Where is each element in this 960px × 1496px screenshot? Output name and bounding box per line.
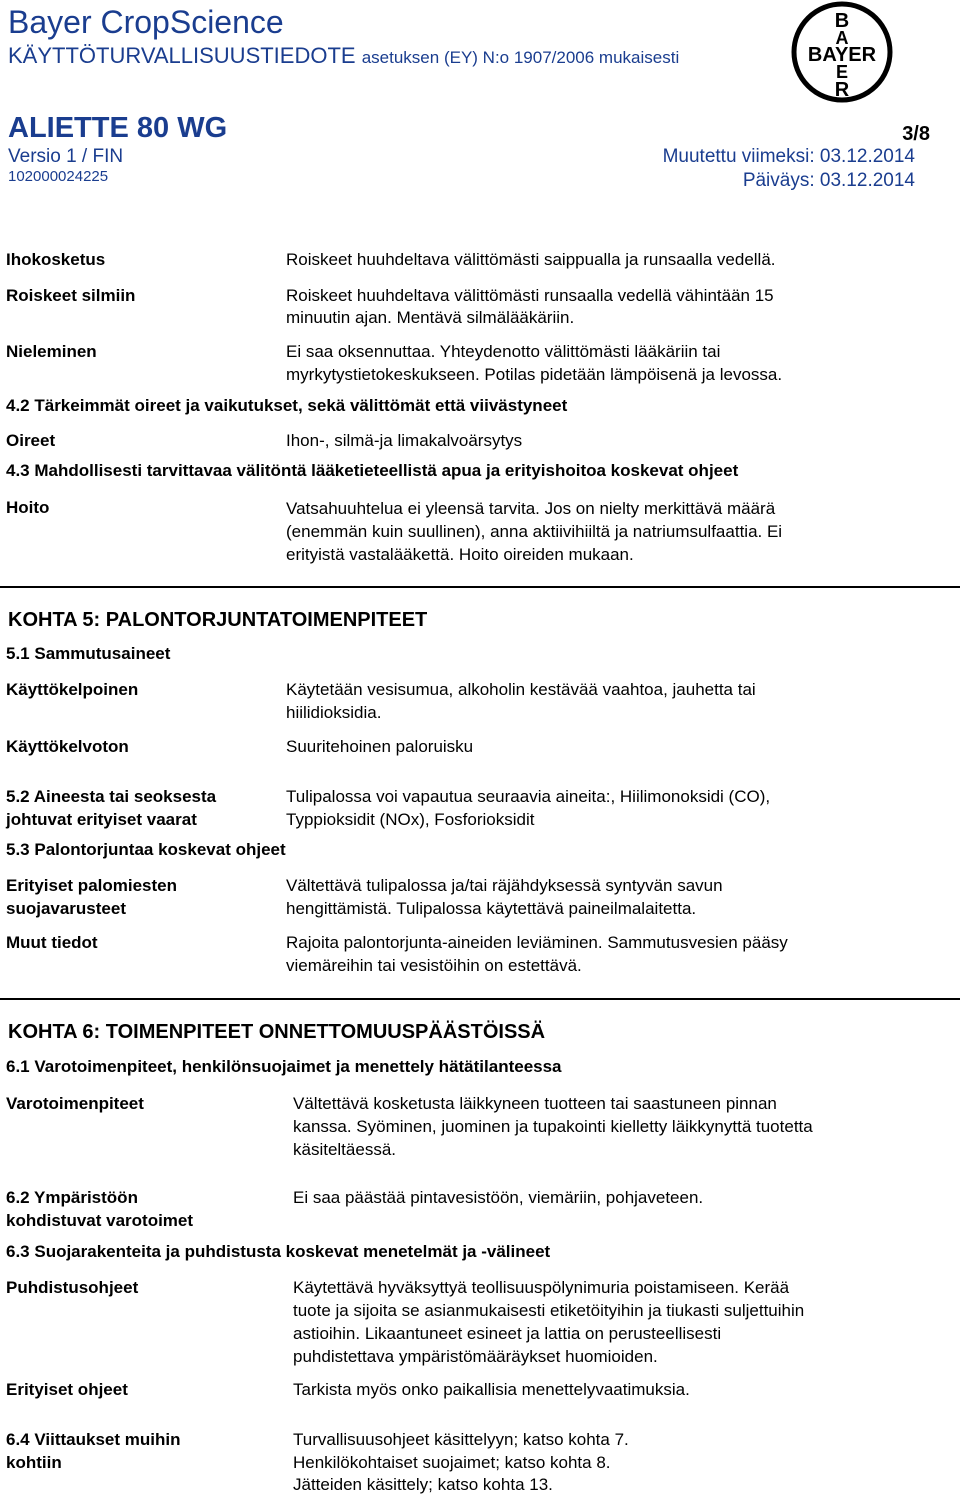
environmental-precautions-label-2: kohdistuvat varotoimet (6, 1211, 194, 1230)
precautions-text-1: Vältettävä kosketusta läikkyneen tuotteen tai saastuneen pinnan (293, 1094, 777, 1113)
suitable-media-label: Käyttökelpoinen (6, 680, 139, 699)
special-hazards-label-1: 5.2 Aineesta tai seoksesta (6, 787, 217, 806)
firefighter-ppe-label-2: suojavarusteet (6, 899, 126, 918)
special-hazards-text-2: Typpioksidit (NOx), Fosforioksidit (286, 810, 535, 829)
special-hazards-label-2: johtuvat erityiset vaarat (6, 810, 197, 829)
section-6-title: KOHTA 6: TOIMENPITEET ONNETTOMUUSPÄÄSTÖISSÄ (8, 1021, 546, 1043)
modified-date: Muutettu viimeksi: 03.12.2014 (662, 146, 915, 167)
product-name: ALIETTE 80 WG (8, 112, 228, 144)
firefighter-ppe-text-2: hengittämistä. Tulipalossa käytettävä paineilmalaitetta. (286, 899, 697, 918)
references-text-3: Jätteiden käsittely; katso kohta 13. (293, 1475, 553, 1494)
special-instructions-label: Erityiset ohjeet (6, 1380, 128, 1399)
logo-letter-b: B (834, 10, 850, 32)
document-number: 102000024225 (8, 168, 109, 185)
references-label-2: kohtiin (6, 1453, 62, 1472)
subsection-6-3: 6.3 Suojarakenteita ja puhdistusta koskevat menetelmät ja -välineet (6, 1242, 551, 1261)
precautions-label: Varotoimenpiteet (6, 1094, 144, 1113)
page-number: 3/8 (902, 123, 930, 145)
document-type-title: KÄYTTÖTURVALLISUUSTIEDOTE (8, 43, 356, 68)
regulation-reference: asetuksen (EY) N:o 1907/2006 mukaisesti (361, 48, 680, 67)
skin-contact-label: Ihokosketus (6, 250, 106, 269)
section-divider (0, 586, 960, 588)
firefighter-ppe-text-1: Vältettävä tulipalossa ja/tai räjähdyksessä syntyvän savun (286, 876, 723, 895)
special-instructions-text: Tarkista myös onko paikallisia menettelyvaatimuksia. (293, 1380, 690, 1399)
section-divider (0, 998, 960, 1000)
precautions-text-3: käsiteltäessä. (293, 1140, 396, 1159)
treatment-label: Hoito (6, 498, 50, 517)
logo-letter-e: E (835, 62, 849, 82)
cleanup-text-2: tuote ja sijoita se asianmukaisesti etiketöityihin ja tiukasti suljettuihin (293, 1301, 805, 1320)
section-5-title: KOHTA 5: PALONTORJUNTATOIMENPITEET (8, 609, 428, 631)
references-text-2: Henkilökohtaiset suojaimet; katso kohta 8. (293, 1453, 611, 1472)
references-label-1: 6.4 Viittaukset muihin (6, 1430, 181, 1449)
precautions-text-2: kanssa. Syöminen, juominen ja tupakointi kielletty läikkynyttä tuotetta (293, 1117, 813, 1136)
ingestion-text-1: Ei saa oksennuttaa. Yhteydenotto välittömästi lääkäriin tai (286, 342, 721, 361)
environmental-precautions-label-1: 6.2 Ympäristöön (6, 1188, 138, 1207)
subsection-5-1: 5.1 Sammutusaineet (6, 644, 171, 663)
unsuitable-media-text: Suuritehoinen paloruisku (286, 737, 474, 756)
treatment-text-3: erityistä vastalääkettä. Hoito oireiden mukaan. (286, 545, 634, 564)
cleanup-label: Puhdistusohjeet (6, 1278, 139, 1297)
subsection-6-1: 6.1 Varotoimenpiteet, henkilönsuojaimet ja menettely hätätilanteessa (6, 1057, 562, 1076)
cleanup-text-4: puhdistettava ympäristömääräykset huomioiden. (293, 1347, 658, 1366)
eye-contact-text-2: minuutin ajan. Mentävä silmälääkäriin. (286, 308, 575, 327)
special-hazards-text-1: Tulipalossa voi vapautua seuraavia aineita:, Hiilimonoksidi (CO), (286, 787, 771, 806)
other-info-text-2: viemäreihin tai vesistöihin on estettävä. (286, 956, 582, 975)
firefighter-ppe-label-1: Erityiset palomiesten (6, 876, 178, 895)
cleanup-text-3: astioihin. Likaantuneet esineet ja lattia on perusteellisesti (293, 1324, 722, 1343)
document-type (8, 43, 679, 69)
cleanup-text-1: Käytettävä hyväksyttyä teollisuuspölynimuria poistamiseen. Kerää (293, 1278, 790, 1297)
treatment-text-1: Vatsahuuhtelua ei yleensä tarvita. Jos on nielty merkittävä määrä (286, 499, 776, 518)
treatment-text-2: (enemmän kuin suullinen), anna aktiivihiiltä ja natriumsulfaattia. Ei (286, 522, 783, 541)
subsection-4-2: 4.2 Tärkeimmät oireet ja vaikutukset, sekä välittömät että viivästyneet (6, 396, 568, 415)
version: Versio 1 / FIN (8, 146, 124, 167)
symptoms-label: Oireet (6, 431, 56, 450)
suitable-media-text-1: Käytetään vesisumua, alkoholin kestävää vaahtoa, jauhetta tai (286, 680, 756, 699)
symptoms-text: Ihon-, silmä-ja limakalvoärsytys (286, 431, 523, 450)
bayer-logo (790, 0, 894, 104)
eye-contact-label: Roiskeet silmiin (6, 286, 136, 305)
subsection-4-3: 4.3 Mahdollisesti tarvittavaa välitöntä lääketieteellistä apua ja erityishoitoa koskevat ohjeet (6, 461, 739, 480)
company-name: Bayer CropScience (8, 4, 284, 40)
subsection-5-3: 5.3 Palontorjuntaa koskevat ohjeet (6, 840, 286, 859)
logo-letter-a: A (835, 28, 849, 48)
logo-word-bayer: BAYER (807, 44, 877, 66)
skin-contact-text: Roiskeet huuhdeltava välittömästi saippualla ja runsaalla vedellä. (286, 250, 776, 269)
other-info-label: Muut tiedot (6, 933, 98, 952)
eye-contact-text-1: Roiskeet huuhdeltava välittömästi runsaalla vedellä vähintään 15 (286, 286, 774, 305)
references-text-1: Turvallisuusohjeet käsittelyyn; katso kohta 7. (293, 1430, 629, 1449)
environmental-precautions-text: Ei saa päästää pintavesistöön, viemäriin, pohjaveteen. (293, 1188, 704, 1207)
unsuitable-media-label: Käyttökelvoton (6, 737, 129, 756)
issue-date: Päiväys: 03.12.2014 (742, 170, 915, 191)
suitable-media-text-2: hiilidioksidia. (286, 703, 382, 722)
other-info-text-1: Rajoita palontorjunta-aineiden leviäminen. Sammutusvesien pääsy (286, 933, 788, 952)
ingestion-text-2: myrkytystietokeskukseen. Potilas pidetään lämpöisenä ja levossa. (286, 365, 783, 384)
ingestion-label: Nieleminen (6, 342, 97, 361)
logo-letter-r: R (834, 79, 850, 101)
